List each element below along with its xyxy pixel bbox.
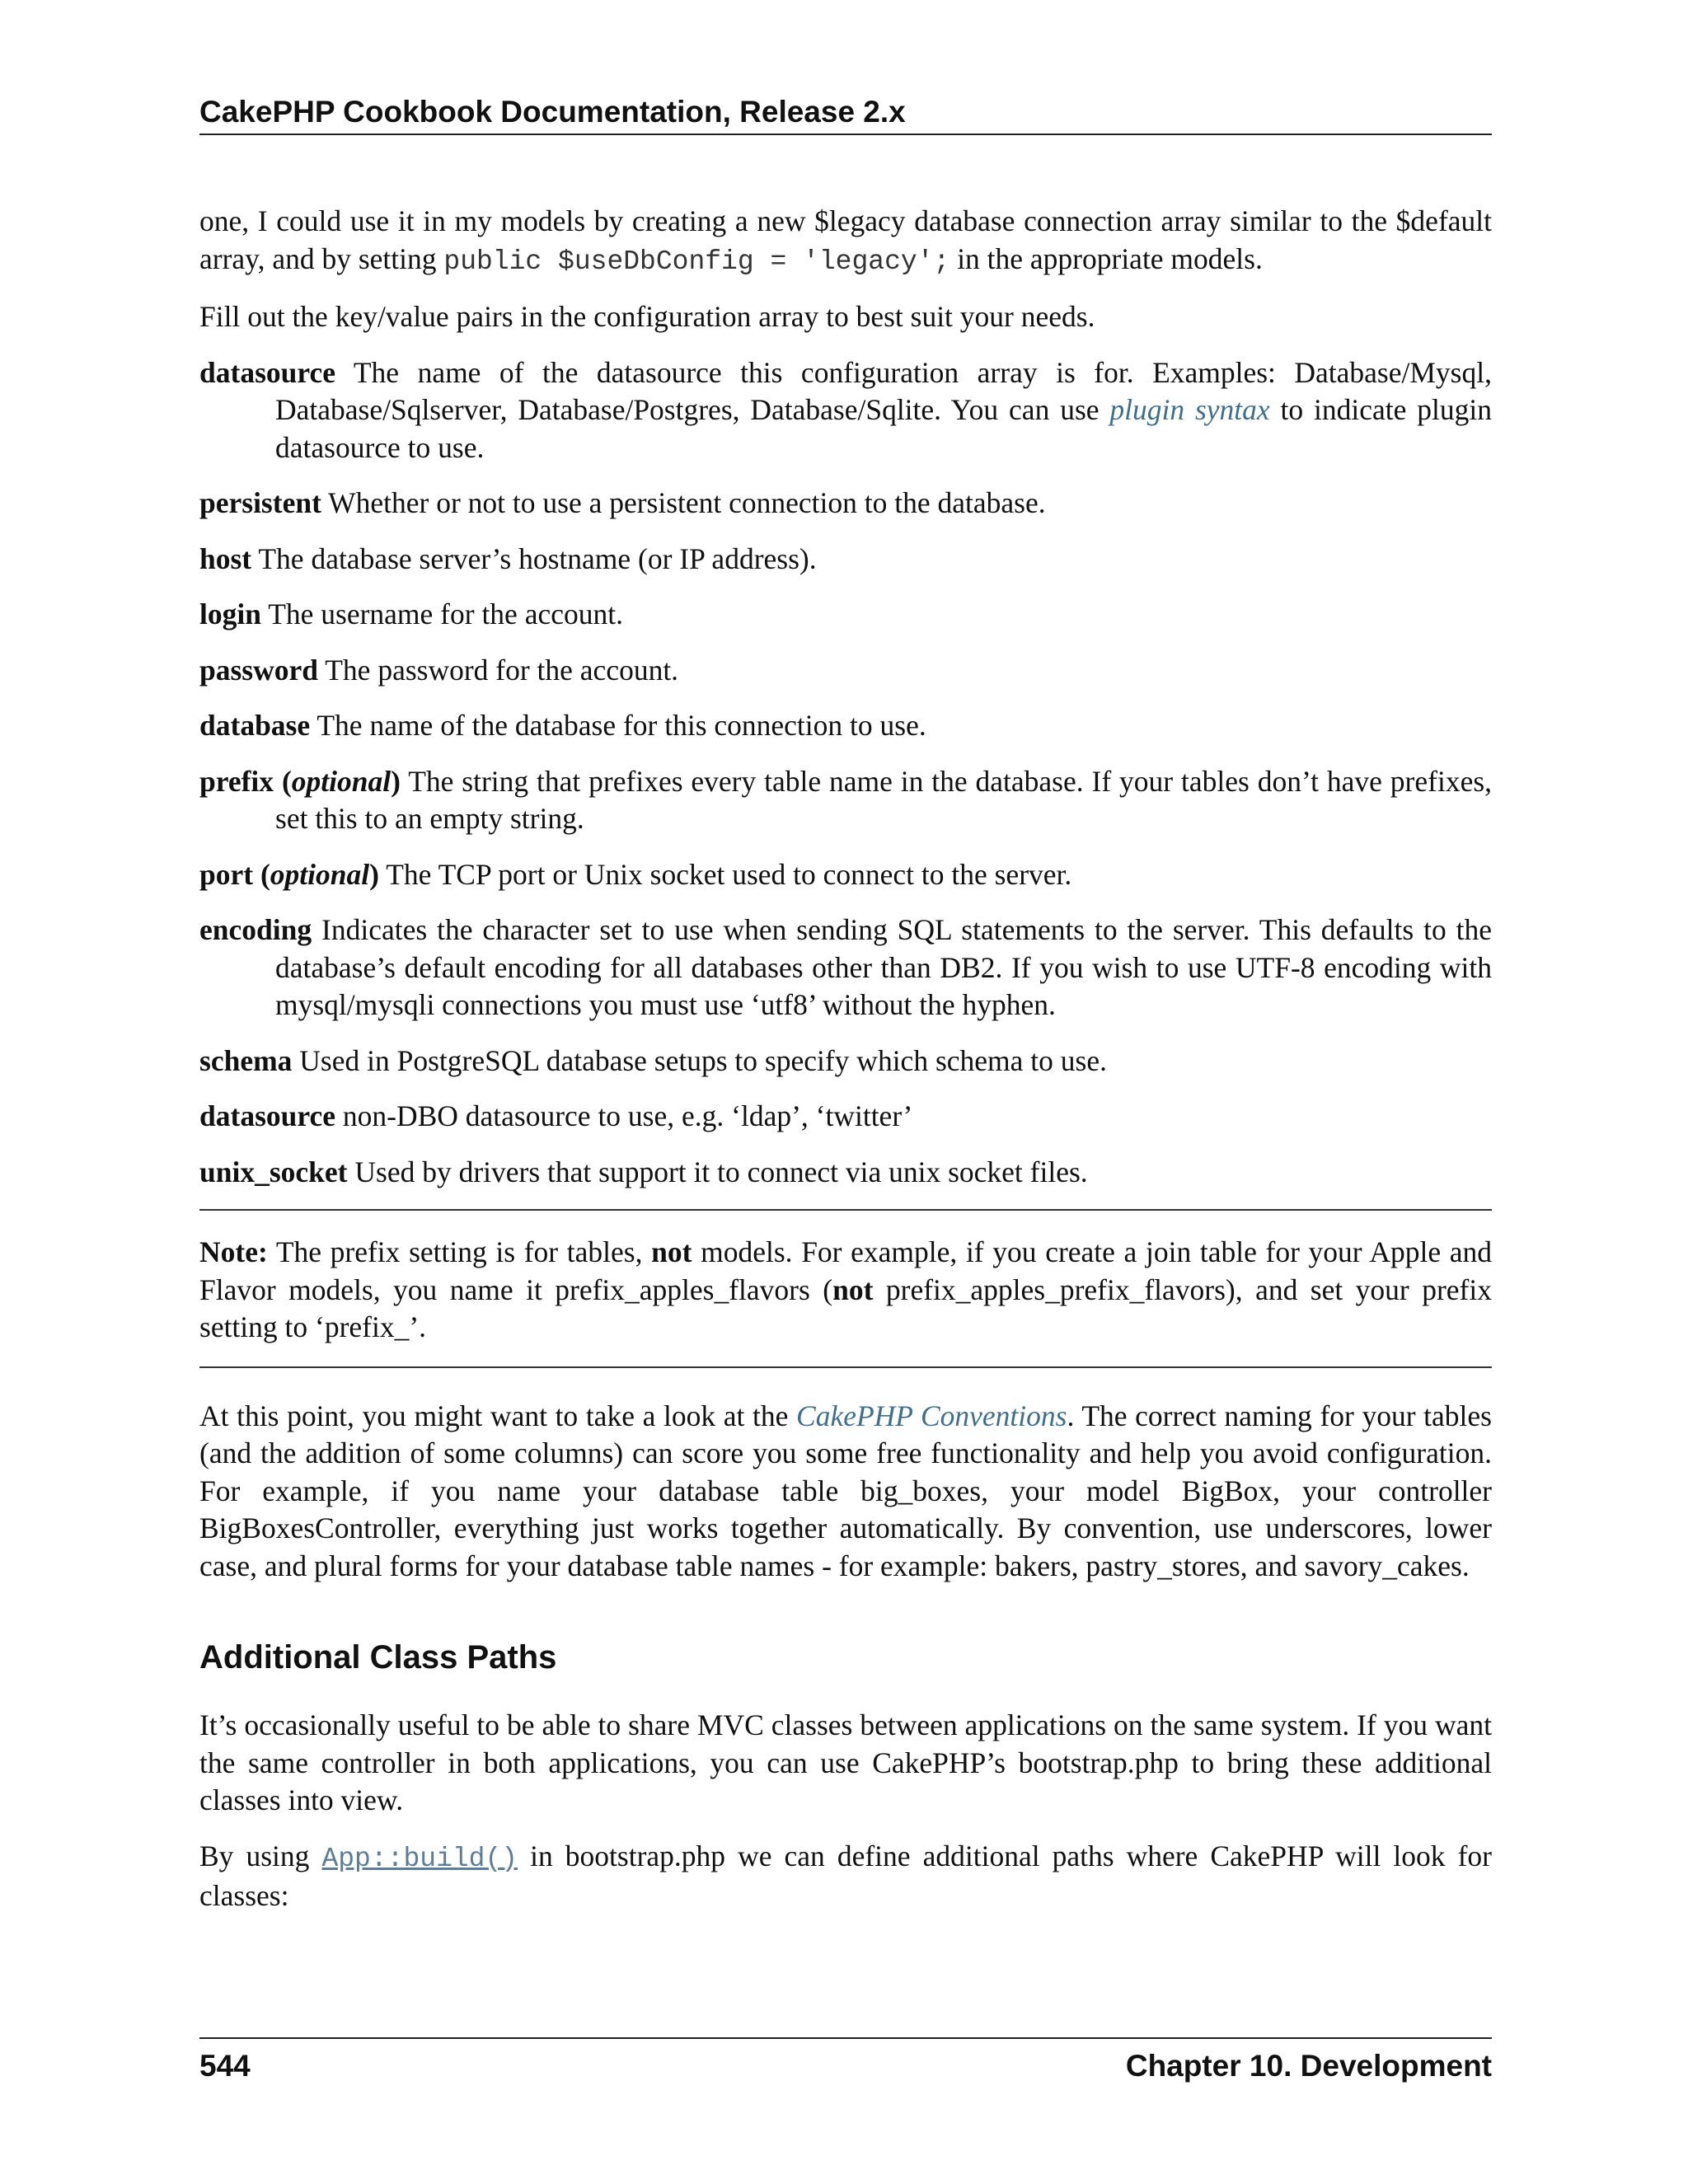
definition-item: password The password for the account. <box>199 653 679 687</box>
definition-term: database <box>199 709 311 742</box>
page-footer <box>199 2046 1492 2087</box>
page-content <box>199 203 1492 1933</box>
app-build-link[interactable]: App::build() <box>321 1843 518 1874</box>
definition-term: datasource <box>199 355 336 389</box>
definition-item: datasource The name of the datasource this configuration array is for. Examples: Database/Mysql, Database/Sqlserver, Database/Postgres, Database/Sqlite. You can use plugin syntax to indicate plugin datasource to use. <box>199 355 1493 464</box>
definition-term: port (optional) <box>199 857 379 891</box>
definition-term: password <box>199 653 319 687</box>
document-page <box>199 0 1492 2184</box>
header-rule <box>199 134 1492 135</box>
definition-item: encoding Indicates the character set to use when sending SQL statements to the server. This defaults to the database’s default encoding for all databases other than DB2. If you wish to use UTF-8 encoding with mysql/mysqli connections you must use ‘utf8’ without the hyphen. <box>199 913 1492 1021</box>
definition-item: datasource non-DBO datasource to use, e.g. ‘ldap’, ‘twitter’ <box>199 1099 913 1132</box>
definition-term: encoding <box>199 913 312 946</box>
section-paragraph-1: It’s occasionally useful to be able to share MVC classes between applications on the same system. If you want the same controller in both applications, you can use CakePHP’s bootstrap.php to bring these additional classes into view. <box>199 1708 1492 1816</box>
definition-term: datasource <box>199 1099 336 1132</box>
plugin-syntax-link[interactable]: plugin syntax <box>1109 393 1270 426</box>
section-paragraph-2: By using App::build() in bootstrap.php we can define additional paths where CakePHP will look for classes: <box>199 1839 1492 1912</box>
page-number: 544 <box>199 2049 251 2083</box>
section-heading: Additional Class Paths <box>199 1639 557 1675</box>
definition-term: prefix (optional) <box>199 764 401 798</box>
definition-item: prefix (optional) The string that prefixes every table name in the database. If your tables don’t have prefixes, set this to an empty string. <box>199 764 1493 835</box>
definition-item: unix_socket Used by drivers that support it to connect via unix socket files. <box>199 1155 1088 1188</box>
note-box: Note: The prefix setting is for tables, not models. For example, if you create a join table for your Apple and Flavor models, you name it prefix_apples_flavors (not prefix_apples_prefix_flavors), and set your prefix setting to ‘prefix_’. <box>199 1209 1492 1368</box>
definition-term: host <box>199 541 252 575</box>
intro-paragraph: one, I could use it in my models by creating a new $legacy database connection array similar to the $default array, and by setting public $useDbConfig = 'legacy'; in the appropriate models. <box>199 204 1492 277</box>
chapter-title: Chapter 10. Development <box>1125 2049 1492 2083</box>
definition-item: persistent Whether or not to use a persistent connection to the database. <box>199 486 1046 519</box>
cakephp-conventions-link[interactable]: CakePHP Conventions <box>796 1399 1067 1432</box>
definition-item: port (optional) The TCP port or Unix socket used to connect to the server. <box>199 857 1072 891</box>
footer-rule <box>199 2037 1492 2039</box>
running-header: CakePHP Cookbook Documentation, Release 2.x <box>199 95 906 129</box>
note-label: Note: <box>199 1235 268 1268</box>
definition-item: schema Used in PostgreSQL database setups to specify which schema to use. <box>199 1043 1107 1077</box>
conventions-paragraph: At this point, you might want to take a look at the CakePHP Conventions. The correct naming for your tables (and the addition of some columns) can score you some free functionality and help you avoid configuration. For example, if you name your database table big_boxes, your model BigBox, your controller BigBoxesController, everything just works together automatically. By convention, use underscores, lower case, and plural forms for your database table names - for example: bakers, pastry_stores, and savory_cakes. <box>199 1399 1492 1582</box>
definition-item: database The name of the database for this connection to use. <box>199 709 926 742</box>
inline-code: public $useDbConfig = 'legacy'; <box>443 246 950 277</box>
definition-item: login The username for the account. <box>199 598 623 630</box>
config-definition-list <box>199 354 1492 1192</box>
definition-term: schema <box>199 1043 293 1077</box>
definition-item: host The database server’s hostname (or IP address). <box>199 541 817 575</box>
fill-out-paragraph: Fill out the key/value pairs in the configuration array to best suit your needs. <box>199 300 1095 333</box>
definition-term: unix_socket <box>199 1155 348 1188</box>
definition-term: persistent <box>199 486 321 519</box>
definition-term: login <box>199 598 261 630</box>
